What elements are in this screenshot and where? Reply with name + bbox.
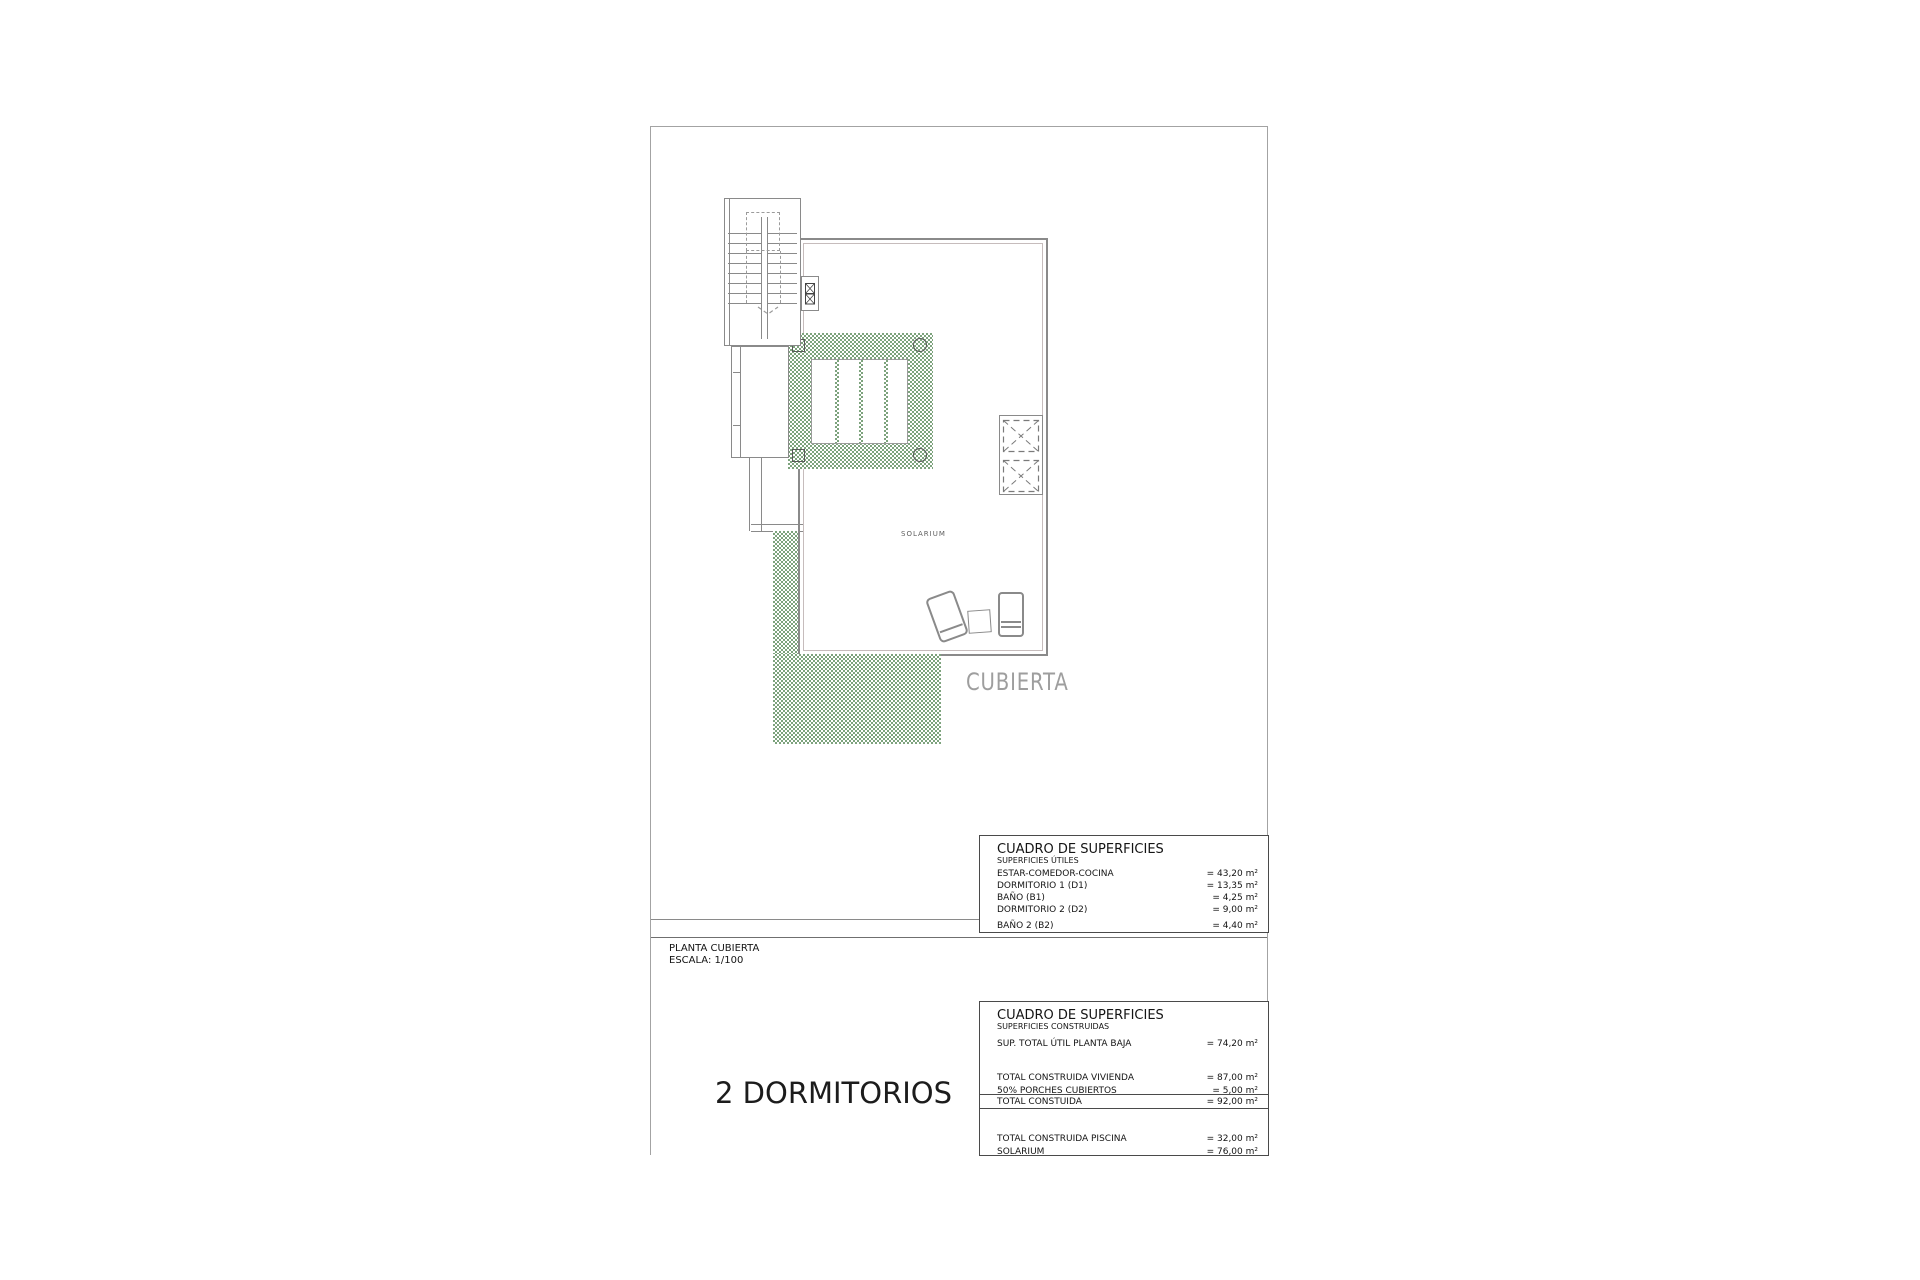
green-roof-strip: [773, 531, 798, 655]
porch-area: [731, 346, 789, 458]
cubierta-label: CUBIERTA: [966, 668, 1069, 696]
row-value: = 92,00 m²: [1206, 1097, 1258, 1107]
ac-unit-icon: [1002, 419, 1040, 453]
pergola-post-circle: [913, 448, 927, 462]
plan-scale: ESCALA: 1/100: [669, 955, 744, 966]
solarium-label: SOLARIUM: [901, 530, 946, 538]
row-label: BAÑO (B1): [997, 893, 1045, 903]
total-separator-line: [980, 1094, 1268, 1095]
stair-guide-dashed: [780, 251, 781, 303]
staircase: [724, 198, 801, 346]
table-row: [997, 1134, 1258, 1144]
row-value: = 76,00 m²: [1206, 1147, 1258, 1157]
row-label: SUP. TOTAL ÚTIL PLANTA BAJA: [997, 1039, 1132, 1049]
green-roof-area: [773, 654, 941, 744]
row-value: = 5,00 m²: [1212, 1086, 1258, 1096]
pergola-post-circle: [913, 338, 927, 352]
wall-line: [749, 458, 750, 531]
row-label: 50% PORCHES CUBIERTOS: [997, 1086, 1117, 1096]
row-label: ESTAR-COMEDOR-COCINA: [997, 869, 1114, 879]
row-label: SOLARIUM: [997, 1147, 1045, 1157]
row-value: = 32,00 m²: [1206, 1134, 1258, 1144]
table-row: [997, 1147, 1258, 1157]
surface-table-utiles: [979, 835, 1269, 933]
stair-landing-dashed: [746, 212, 780, 251]
pergola-hatched: [788, 333, 933, 469]
row-value: = 74,20 m²: [1206, 1039, 1258, 1049]
ac-units-box: [999, 415, 1043, 495]
row-value: = 13,35 m²: [1206, 881, 1258, 891]
table-row: [997, 905, 1258, 915]
variant-label: 2 DORMITORIOS: [715, 1076, 953, 1110]
row-label: DORMITORIO 1 (D1): [997, 881, 1088, 891]
row-label: TOTAL CONSTUIDA: [997, 1097, 1082, 1107]
lounger-fold-line: [940, 623, 963, 633]
row-value: = 4,40 m²: [1212, 921, 1258, 931]
row-value: = 9,00 m²: [1212, 905, 1258, 915]
sun-lounger: [998, 592, 1024, 637]
side-table: [967, 609, 992, 634]
table-title: CUADRO DE SUPERFICIES: [997, 1008, 1164, 1023]
table-title: CUADRO DE SUPERFICIES: [997, 842, 1164, 857]
plan-title: PLANTA CUBIERTA: [669, 943, 760, 954]
table-row: [997, 921, 1258, 931]
plan-sheet: [650, 126, 1268, 1155]
total-separator-line: [980, 1108, 1268, 1109]
pergola-slats: [811, 359, 908, 444]
ac-unit-icon: [1002, 459, 1040, 493]
row-value: = 43,20 m²: [1206, 869, 1258, 879]
shaft-hatch-icon: [805, 283, 815, 305]
pergola-post-square: [792, 449, 805, 462]
surface-table-construidas: [979, 1001, 1269, 1156]
elevator-shaft: [801, 276, 819, 311]
table-subtitle: SUPERFICIES CONSTRUIDAS: [997, 1022, 1110, 1031]
table-row: [997, 1073, 1258, 1083]
table-row: [997, 869, 1258, 879]
row-value: = 4,25 m²: [1212, 893, 1258, 903]
row-label: BAÑO 2 (B2): [997, 921, 1054, 931]
lounger-fold-line: [1001, 621, 1021, 623]
lounger-fold-line: [1001, 626, 1021, 628]
wall-line: [751, 524, 803, 525]
pergola-slat-gap: [884, 360, 888, 443]
row-label: TOTAL CONSTRUIDA VIVIENDA: [997, 1073, 1134, 1083]
titleblock-divider: [651, 937, 1267, 938]
pergola-slat-gap: [859, 360, 863, 443]
wall-tick: [733, 425, 741, 426]
row-label: DORMITORIO 2 (D2): [997, 905, 1088, 915]
table-row: [997, 881, 1258, 891]
stair-guide-dashed: [746, 251, 747, 303]
table-row-total: [997, 1097, 1258, 1107]
table-row: [997, 1039, 1258, 1049]
titleblock-divider: [651, 919, 979, 920]
stair-direction-arrow-icon: [755, 305, 781, 317]
wall-line: [761, 458, 762, 531]
pergola-slat-gap: [835, 360, 839, 443]
wall-tick: [733, 372, 741, 373]
table-subtitle: SUPERFICIES ÚTILES: [997, 856, 1079, 865]
row-value: = 87,00 m²: [1206, 1073, 1258, 1083]
table-row: [997, 893, 1258, 903]
row-label: TOTAL CONSTRUIDA PISCINA: [997, 1134, 1127, 1144]
